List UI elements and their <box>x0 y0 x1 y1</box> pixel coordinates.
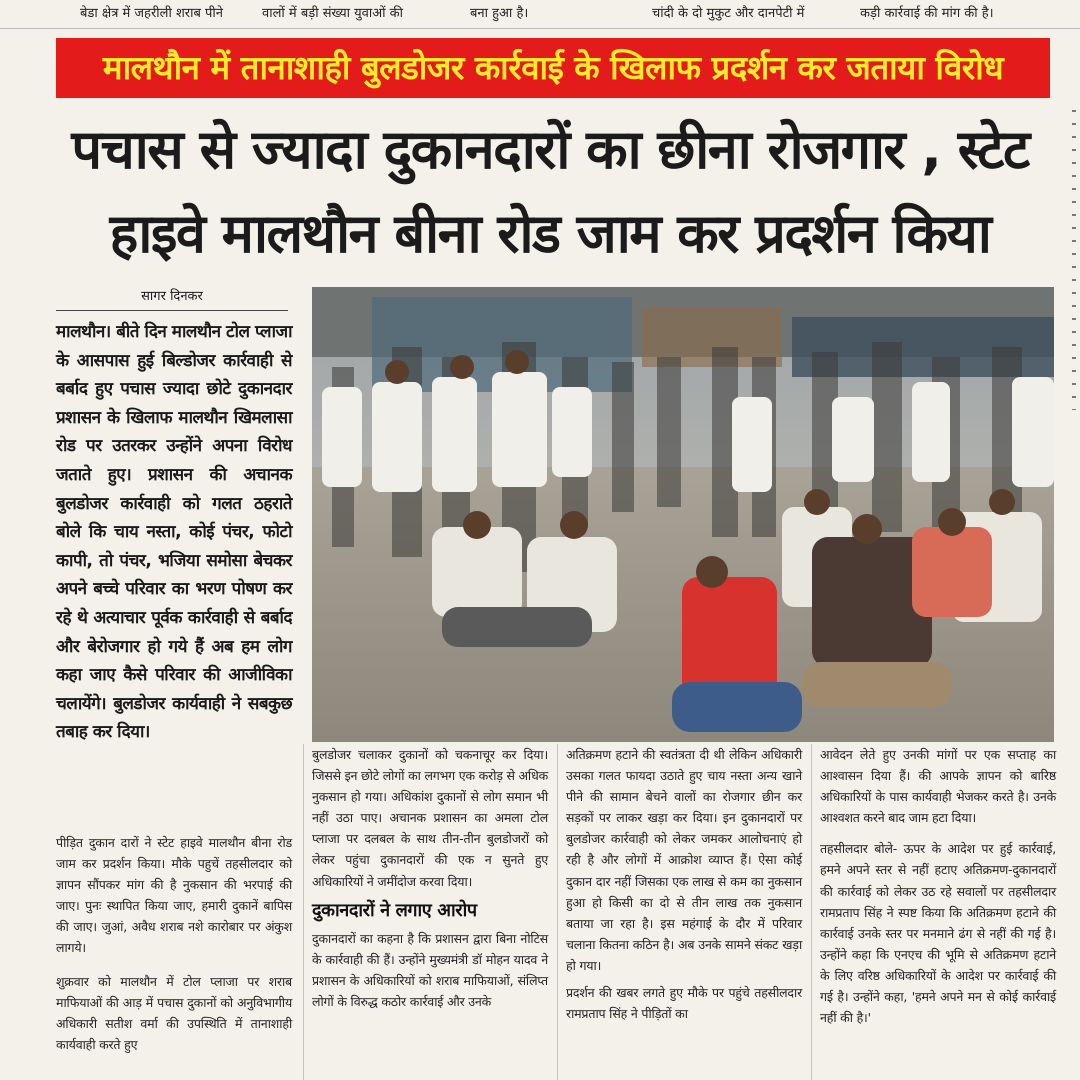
lead-paragraph: मालथौन। बीते दिन मालथौन टोल प्लाजा के आसपास हुई बिल्डोजर कार्रवाही से बर्बाद हुए पचास ज्यादा छोटे दुकानदार प्रशासन के खिलाफ मालथौन खिमलासा रोड पर उतरकर उन्होंने अपना विरोध जताते हुए। प्रशासन की अचानक बुलडोजर कार्रवाही को गलत ठहराते बोले कि चाय नस्ता, कोई पंचर, फोटो कापी, तो पंचर, भजिया समोसा बेचकर अपने बच्चे परिवार का भरण पोषण कर रहे थे अत्याचार पूर्वक कार्रवाही से बर्बाद और बेरोजगार हो गये हैं अब हम लोग कहा जाए कैसे परिवार की आजीविका चलायेंगे। बुलडोजर कार्यवाही ने सबकुछ तबाह कर दिया। <box>56 322 292 743</box>
column-divider-2 <box>557 744 558 1080</box>
previous-article-strip <box>0 0 1080 30</box>
col1-paragraph-1: पीड़ित दुकान दारों ने स्टेट हाइवे मालथौन बीना रोड जाम कर प्रदर्शन किया। मौके पहुचें तहसीलदार को ज्ञापन सौंपकर मांग की है नुकसान की भरपाई की जाए। पुनः स्थापित किया जाए, हमारी दुकानें बापिस की जाए। जुआं, अवैध शराब नशे कारोबार पर अंकुश लागये। <box>56 835 292 956</box>
strip-text-2: वालों में बड़ी संख्या युवाओं की <box>262 6 404 21</box>
col4-paragraph-2: तहसीलदार बोले- ऊपर के आदेश पर हुई कार्रवाई, हमने अपने स्तर से नहीं हटाए अतिक्रमण-दुकानदारों की कार्रवाई को लेकर उठ रहे सवालों पर तहसीलदार रामप्रताप सिंह ने स्पष्ट किया कि अतिक्रमण हटाने की कार्रवाई उनके स्तर पर मनमाने ढंग से नहीं की गई है। उन्होंने कहा कि एनएच की भूमि से अतिक्रमण हटाने के लिए वरिष्ठ अधिकारियों के आदेश पर कार्रवाई की गई है। उन्होंने कहा, 'हमने अपने मन से कोई कार्रवाई नहीं की है।' <box>820 841 1056 1026</box>
strip-text-5: कड़ी कार्रवाई की मांग की है। <box>860 6 994 21</box>
column-divider-1 <box>303 744 304 1080</box>
body-column-4 <box>820 744 1056 1028</box>
kicker-banner: मालथौन में तानाशाही बुलडोजर कार्रवाई के खिलाफ प्रदर्शन कर जताया विरोध <box>56 38 1050 98</box>
headline-line-2: हाइवे मालथौन बीना रोड जाम कर प्रदर्शन किया <box>109 202 991 265</box>
col4-paragraph-1: आवेदन लेते हुए उनकी मांगों पर एक सप्ताह का आश्वासन दिया हैं। की आपके ज्ञापन को बारिष्ठ अधिकारियों के पास कार्यवाही भेजकर करते है। उनके आश्वशत करने बाद जाम हटा दिया। <box>820 747 1056 826</box>
adjacent-column-edge <box>1072 110 1080 410</box>
col1-paragraph-2: शुक्रवार को मालथौन में टोल प्लाजा पर शराब माफियाओं की आड़ में पचास दुकानों को अनुविभागीय अधिकारी सतीश वर्मा की उपस्थिति में तानाशाही कार्यवाही करते हुए <box>56 973 292 1052</box>
col2-paragraph-2: दुकानदारों का कहना है कि प्रशासन द्वारा बिना नोटिस के कार्रवाही की हैं। उन्होंने मुख्यमंत्री डॉ मोहन यादव ने प्रशासन के अधिकारियों को शराब माफियाओं, संलिप्त लोगों के विरुद्ध कठोर कार्रवाई और उनके <box>312 930 548 1009</box>
byline: सागर दिनकर <box>56 288 288 311</box>
body-column-3 <box>566 744 802 1024</box>
col2-paragraph-1: बुलडोजर चलाकर दुकानों को चकनाचूर कर दिया। जिससे इन छोटे लोगों का लगभग एक करोड़ से अधिक नुकसान हो गया। अधिकांश दुकानों से लोग समान भी नहीं उठा पाए। अचानक प्रशासन का अमला टोल प्लाजा पर दलबल के साथ तीन-तीन बुलडोजरों को लेकर पहुंचा दुकानदारों की एक न सुनते हुए अधिकारियों ने जमींदोज करवा दिया। <box>312 747 548 889</box>
body-column-1 <box>56 832 292 1055</box>
section-subheading: दुकानदारों ने लगाए आरोप <box>312 899 477 921</box>
strip-text-3: बना हुआ है। <box>470 6 529 21</box>
strip-text-4: चांदी के दो मुकुट और दानपेटी में <box>652 6 805 21</box>
strip-text-1: बेडा क्षेत्र में जहरीली शराब पीने <box>80 6 224 21</box>
col3-paragraph-2: प्रदर्शन की खबर लगते हुए मौके पर पहुंचे तहसीलदार रामप्रताप सिंह ने पीड़ितों का <box>566 985 802 1022</box>
headline <box>40 108 1060 276</box>
strip-divider <box>0 28 1080 29</box>
column-divider-3 <box>811 744 812 1080</box>
protest-photo-illustration <box>312 287 1054 742</box>
lead-paragraph-column <box>56 318 292 747</box>
protest-photo <box>312 287 1054 742</box>
headline-line-1: पचास से ज्यादा दुकानदारों का छीना रोजगार , स्टेट <box>71 118 1029 181</box>
body-column-2 <box>312 744 548 1012</box>
col3-paragraph-1: अतिक्रमण हटाने की स्वतंत्रता दी थी लेकिन अधिकारी उसका गलत फायदा उठाते हुए चाय नस्ता अन्य खाने पीने की सामान बेचने वालों का रोजगार छीन कर सड़कों पर लाकर खड़ा कर दिया। इन दुकानदारों पर बुलडोजर कार्रवाही को लेकर जमकर आलोचनाएं हो रही है और लोगों में आक्रोश व्याप्त हैं। ऐसा कोई दुकान दार नहीं जिसका एक लाख से कम का नुकसान हुआ हो किसी का दो से तीन लाख तक नुकसान बताया जा रहा है। इस महंगाई के दौर में परिवार चलाना कितना कठिन है। अब उनके सामने संकट खड़ा हो गया। <box>566 747 802 973</box>
